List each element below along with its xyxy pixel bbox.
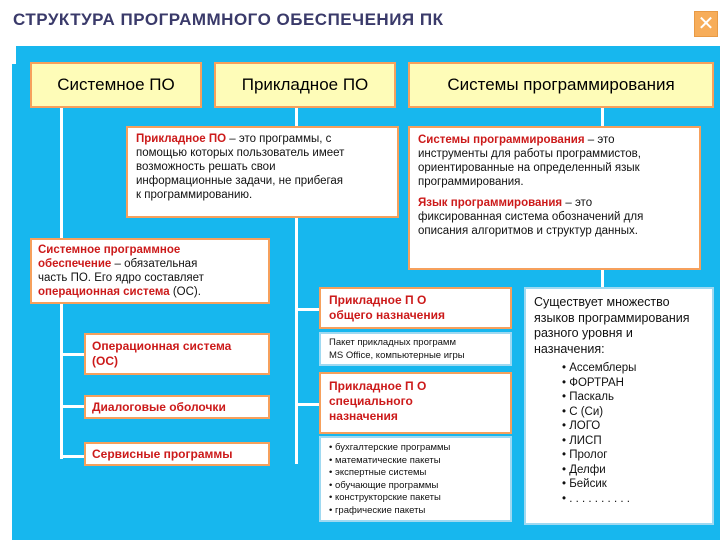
language-item: • Бейсик bbox=[562, 478, 607, 490]
language-item: • ФОРТРАН bbox=[562, 376, 624, 389]
definition-text: помощью которых пользователь имеет bbox=[136, 147, 345, 159]
connector-line bbox=[60, 108, 63, 238]
languages-intro: назначения: bbox=[534, 341, 605, 356]
definition-text: это bbox=[597, 134, 615, 146]
special-purpose-software-box bbox=[319, 372, 512, 434]
description-text: Пакет прикладных программ bbox=[329, 337, 456, 348]
general-purpose-label: Прикладное П О bbox=[329, 293, 427, 307]
languages-intro: Существует множество bbox=[534, 295, 670, 309]
page-title: СТРУКТУРА ПРОГРАММНОГО ОБЕСПЕЧЕНИЯ ПК bbox=[13, 10, 444, 29]
applied-software-label: Прикладное ПО bbox=[241, 75, 369, 94]
programming-systems-header bbox=[408, 62, 714, 108]
os-label: (ОС) bbox=[92, 354, 118, 368]
special-purpose-label: специального bbox=[329, 394, 413, 408]
definition-text: программирования. bbox=[418, 176, 524, 188]
applied-term: Прикладное ПО bbox=[136, 133, 227, 145]
os-term: операционная система bbox=[38, 286, 170, 298]
applied-software-definition bbox=[126, 126, 399, 218]
dash: – bbox=[584, 134, 598, 146]
connector-line bbox=[295, 218, 298, 464]
definition-text: – обязательная bbox=[111, 258, 198, 270]
language-item: • ЛИСП bbox=[562, 434, 602, 447]
list-item: • экспертные системы bbox=[329, 467, 427, 478]
definition-text: ориентированные на определенный язык bbox=[418, 162, 640, 174]
language-item: • ЛОГО bbox=[562, 420, 601, 432]
connector-line bbox=[601, 270, 604, 288]
connector-line bbox=[60, 353, 84, 356]
dash: – bbox=[226, 133, 239, 145]
definition-text: информационные задачи, не прибегая bbox=[136, 175, 344, 187]
general-purpose-software-box bbox=[319, 287, 512, 329]
connector-line bbox=[60, 455, 84, 458]
service-programs-box bbox=[84, 442, 270, 466]
programming-language-term: Язык программирования bbox=[418, 197, 563, 209]
system-software-label: Системное ПО bbox=[57, 75, 175, 94]
system-software-term: Системное программное bbox=[38, 244, 181, 256]
special-purpose-list bbox=[319, 436, 512, 522]
definition-text: описания алгоритмов и структур данных. bbox=[418, 225, 638, 237]
system-software-term: обеспечение bbox=[38, 258, 112, 270]
language-item: • Делфи bbox=[562, 463, 606, 476]
system-software-definition bbox=[30, 238, 270, 304]
dialog-shells-label: Диалоговые оболочки bbox=[92, 400, 226, 414]
special-purpose-label: назначения bbox=[329, 409, 398, 423]
programming-systems-label: Системы программирования bbox=[447, 75, 675, 94]
general-purpose-description bbox=[319, 332, 512, 366]
applied-software-header bbox=[214, 62, 396, 108]
languages-intro: разного уровня и bbox=[534, 326, 633, 340]
language-item: • Ассемблеры bbox=[562, 362, 637, 374]
slide-header bbox=[0, 0, 720, 46]
connector-line bbox=[295, 108, 298, 126]
operating-system-box bbox=[84, 333, 270, 375]
programming-languages-box bbox=[524, 287, 714, 525]
definition-text: возможность решать свои bbox=[136, 161, 276, 173]
close-icon: ✕ bbox=[697, 13, 715, 35]
definition-text: это bbox=[574, 197, 593, 209]
language-item: • Пролог bbox=[562, 449, 608, 461]
definition-text: инструменты для работы программистов, bbox=[418, 148, 641, 160]
language-item: • Паскаль bbox=[562, 391, 615, 403]
languages-intro: языков программирования bbox=[534, 310, 690, 325]
programming-systems-term: Системы программирования bbox=[418, 134, 585, 146]
definition-text: фиксированная система обозначений для bbox=[418, 211, 644, 223]
list-item: • бухгалтерские программы bbox=[329, 442, 451, 453]
connector-line bbox=[12, 46, 16, 64]
language-item: • . . . . . . . . . . bbox=[562, 492, 630, 505]
definition-text: к программированию. bbox=[136, 189, 253, 201]
service-programs-label: Сервисные программы bbox=[92, 447, 233, 461]
list-item: • обучающие программы bbox=[329, 479, 439, 491]
language-item: • С (Си) bbox=[562, 405, 604, 418]
list-item: • математические пакеты bbox=[329, 454, 441, 466]
programming-systems-definition bbox=[408, 126, 701, 270]
special-purpose-label: Прикладное П О bbox=[329, 379, 427, 393]
os-label: Операционная система bbox=[92, 339, 232, 353]
close-button[interactable] bbox=[694, 11, 718, 37]
list-item: • конструкторские пакеты bbox=[329, 492, 441, 503]
definition-text: (ОС). bbox=[169, 286, 201, 298]
description-text: MS Office, компьютерные игры bbox=[329, 349, 465, 361]
list-item: • графические пакеты bbox=[329, 504, 426, 516]
connector-line bbox=[60, 304, 63, 459]
dialog-shells-box bbox=[84, 395, 270, 419]
dash: – bbox=[562, 197, 575, 209]
connector-line bbox=[295, 308, 319, 311]
connector-line bbox=[295, 403, 319, 406]
connector-line bbox=[60, 405, 84, 408]
diagram-area bbox=[12, 46, 720, 540]
general-purpose-label: общего назначения bbox=[329, 308, 445, 322]
system-software-header bbox=[30, 62, 202, 108]
definition-text: это программы, с bbox=[238, 133, 332, 145]
connector-line bbox=[601, 108, 604, 126]
definition-text: часть ПО. Его ядро составляет bbox=[38, 272, 204, 284]
